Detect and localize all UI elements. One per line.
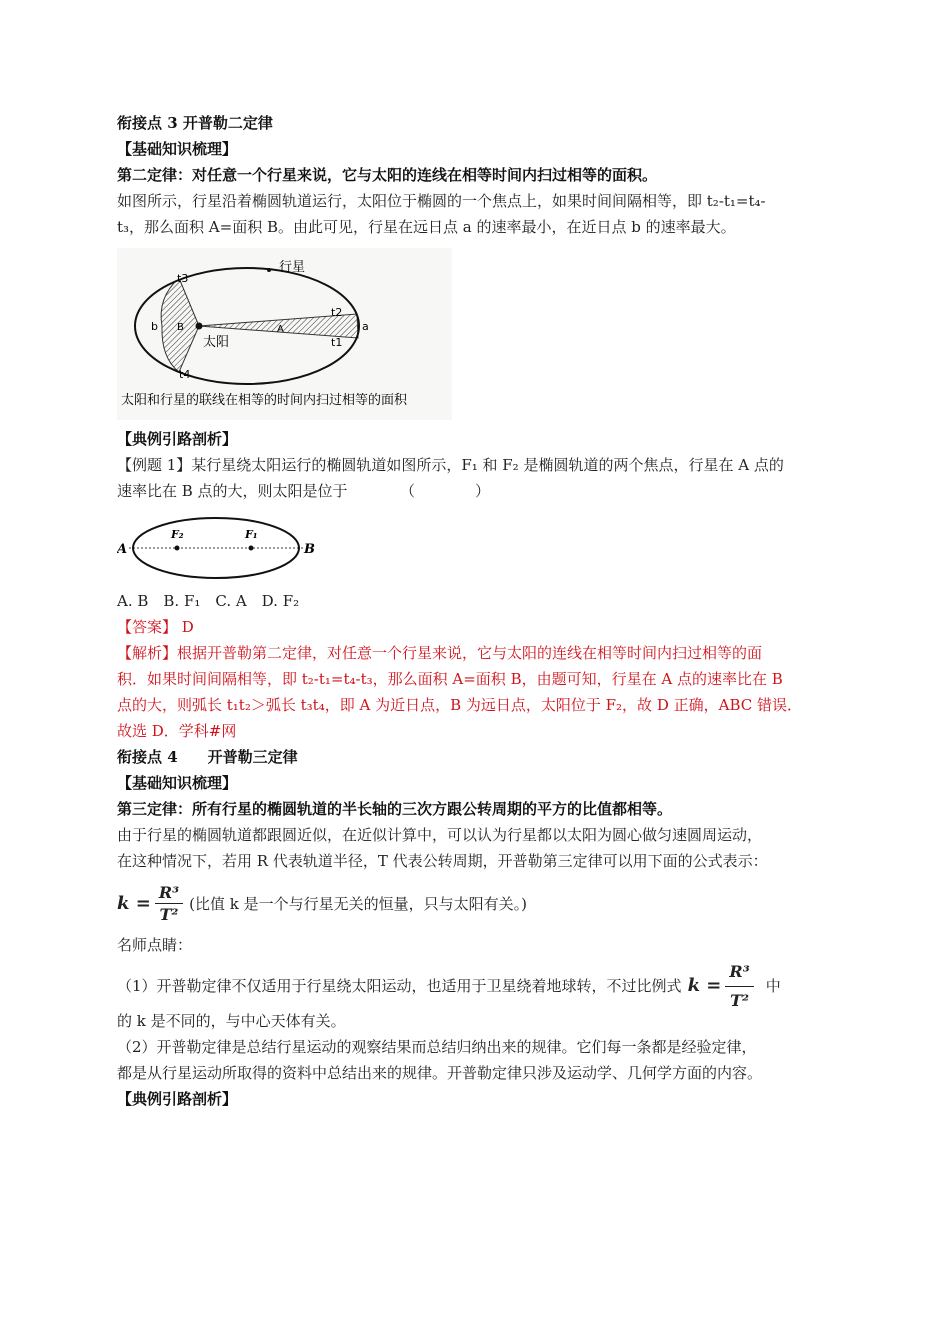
note1-text-b: 中 [765, 977, 781, 995]
label-b: b [151, 320, 158, 333]
analysis-line1: 【解析】根据开普勒第二定律，对任意一个行星来说，它与太阳的连线在相等时间内扫过相等的面 [117, 644, 763, 662]
focus-f1-dot [249, 546, 254, 551]
sun-label: 太阳 [203, 335, 230, 350]
note1-line1 [117, 961, 847, 1010]
note1-formula-numerator: R³ [725, 959, 753, 987]
section4-para-line2: 在这种情况下，若用 R 代表轨道半径，T 代表公转周期，开普勒第三定律可以用下面的公式表示： [117, 852, 768, 870]
note2-line2: 都是从行星运动所取得的资料中总结出来的规律。开普勒定律只涉及运动学、几何学方面的内容。 [117, 1064, 763, 1082]
label-t3: t3 [177, 272, 189, 285]
point-A-label: A [117, 542, 128, 557]
formula-k: k = [117, 892, 151, 914]
label-t4: t4 [179, 368, 191, 381]
section3-para-line2: t₃，那么面积 A=面积 B。由此可见，行星在远日点 a 的速率最小，在近日点 b 的速率最大。 [117, 218, 736, 236]
sun-dot [196, 323, 203, 330]
section4-basic-header: 【基础知识梳理】 [117, 774, 238, 792]
analysis-line3: 点的大，则弧长 t₁t₂＞弧长 t₃t₄，即 A 为近日点，B 为远日点，太阳位于 F₂，故 D 正确，ABC 错误． [117, 696, 802, 714]
section3-basic-header: 【基础知识梳理】 [117, 140, 238, 158]
label-t2: t2 [331, 306, 343, 319]
note2-line1: （2）开普勒定律是总结行星运动的观察结果而总结归纳出来的规律。它们每一条都是经验定律， [117, 1038, 757, 1056]
point-B-label: B [304, 542, 315, 557]
analysis-line2: 积．如果时间间隔相等，即 t₂-t₁=t₄-t₃，那么面积 A=面积 B，由题可知，行星在 A 点的速率比在 B [117, 670, 783, 688]
orbit-diagram-svg [117, 248, 452, 420]
note1-formula-k: k = [687, 975, 722, 996]
planet-label: 行星 [279, 260, 306, 275]
planet-dot [267, 268, 271, 272]
label-B: B [177, 322, 184, 333]
section4-example-header: 【典例引路剖析】 [117, 1090, 238, 1108]
example1-answer: 【答案】 D [117, 618, 194, 636]
focus-f1-label: F₁ [245, 528, 258, 541]
label-A: A [277, 324, 284, 335]
note1-formula [688, 959, 760, 1014]
label-a: a [362, 320, 369, 333]
example1-options: A. B B. F₁ C. A D. F₂ [117, 592, 300, 610]
kepler-second-law-figure [117, 248, 452, 420]
ellipse-foci-svg [117, 510, 317, 580]
third-law-statement: 第三定律：所有行星的椭圆轨道的半长轴的三次方跟公转周期的平方的比值都相等。 [117, 800, 673, 818]
kepler-third-law-formula [117, 874, 847, 932]
document-page [117, 110, 847, 1112]
teacher-note-header: 名师点睛： [117, 936, 193, 954]
note1-formula-denominator: T² [730, 990, 749, 1010]
formula-fraction [155, 883, 183, 924]
focus-f2-label: F₂ [171, 528, 184, 541]
section3-para-line1: 如图所示，行星沿着椭圆轨道运行，太阳位于椭圆的一个焦点上，如果时间间隔相等，即 t₂-t₁=t₄- [117, 192, 766, 210]
figure-caption: 太阳和行星的联线在相等的时间内扫过相等的面积 [121, 393, 408, 408]
example1-ellipse-figure [117, 510, 317, 580]
formula-numerator: R³ [155, 883, 183, 904]
note1-formula-fraction [725, 959, 753, 1014]
focus-f2-dot [175, 546, 180, 551]
example1-line1: 【例题 1】某行星绕太阳运行的椭圆轨道如图所示，F₁ 和 F₂ 是椭圆轨道的两个焦点，行星在 A 点的 [117, 456, 784, 474]
section3-title: 衔接点 3 开普勒二定律 [117, 114, 273, 132]
section4-para-line1: 由于行星的椭圆轨道都跟圆近似，在近似计算中，可以认为行星都以太阳为圆心做匀速圆周运动， [117, 826, 763, 844]
label-t1: t1 [331, 336, 343, 349]
analysis-line4: 故选 D．学科#网 [117, 722, 237, 740]
formula-denominator: T² [159, 904, 179, 924]
formula-note: (比值 k 是一个与行星无关的恒量，只与太阳有关。) [189, 894, 527, 913]
section3-example-header: 【典例引路剖析】 [117, 430, 238, 448]
example1-line2: 速率比在 B 点的大，则太阳是位于 （ ） [117, 482, 491, 500]
note1-text-a: （1）开普勒定律不仅适用于行星绕太阳运动，也适用于卫星绕着地球转，不过比例式 [117, 977, 682, 995]
section4-title: 衔接点 4 开普勒三定律 [117, 748, 298, 766]
note1-line2: 的 k 是不同的，与中心天体有关。 [117, 1012, 346, 1030]
second-law-statement: 第二定律：对任意一个行星来说，它与太阳的连线在相等时间内扫过相等的面积。 [117, 166, 658, 184]
